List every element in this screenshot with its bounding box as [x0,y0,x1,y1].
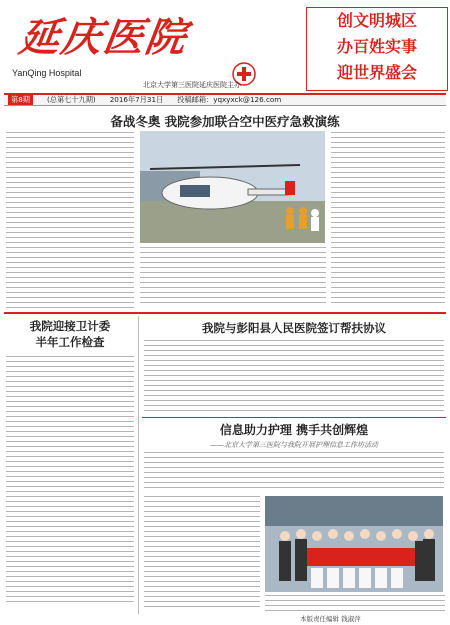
section-divider [142,417,446,418]
page-editor: 本版责任编辑 钱淑萍 [300,615,361,623]
issue-number: 第8期 [8,95,33,105]
inspection-headline-line: 我院迎接卫计委 [29,319,111,333]
issue-total: (总第七十九期) [46,95,96,104]
sponsor-line: 北京大学第三医院延庆医院主办 [143,81,241,89]
nursing-article-text-top [144,452,444,492]
pengyang-article-text [144,340,444,412]
issue-date: 2016年7月31日 [109,95,164,104]
pengyang-headline: 我院与彭阳县人民医院签订帮扶协议 [202,321,386,335]
column-divider [138,316,139,614]
section-divider [4,312,446,314]
masthead-title: 延庆医院 [16,14,191,61]
group-photo-caption [265,595,445,611]
slogan-line: 创文明城区 [336,11,417,30]
hospital-english-name: YanQing Hospital [12,68,82,78]
nursing-headline: 信息助力护理 携手共创辉煌 [219,423,369,437]
helicopter-drill-photo [140,131,325,243]
inspection-headline-line: 半年工作检查 [35,335,105,349]
slogan-line: 迎世界盛会 [336,63,417,82]
nursing-article-text-bottom [144,496,260,608]
slogan-box [306,7,448,91]
group-photo [265,496,443,592]
submission-email: 投稿邮箱：yqxyxck@126.com [177,95,282,104]
main-article-text-right [331,132,445,304]
main-article-text-bottom [140,247,326,307]
inspection-article-text [6,356,134,606]
main-headline: 备战冬奥 我院参加联合空中医疗急救演练 [110,114,340,129]
nursing-subheadline: ——北京大学第三医院与我院开展护理信息工作坊活动 [210,441,378,449]
inspection-headline [6,318,134,350]
main-article-text-left [6,132,134,310]
slogan-line: 办百姓实事 [336,37,417,56]
issue-bar [4,93,446,106]
